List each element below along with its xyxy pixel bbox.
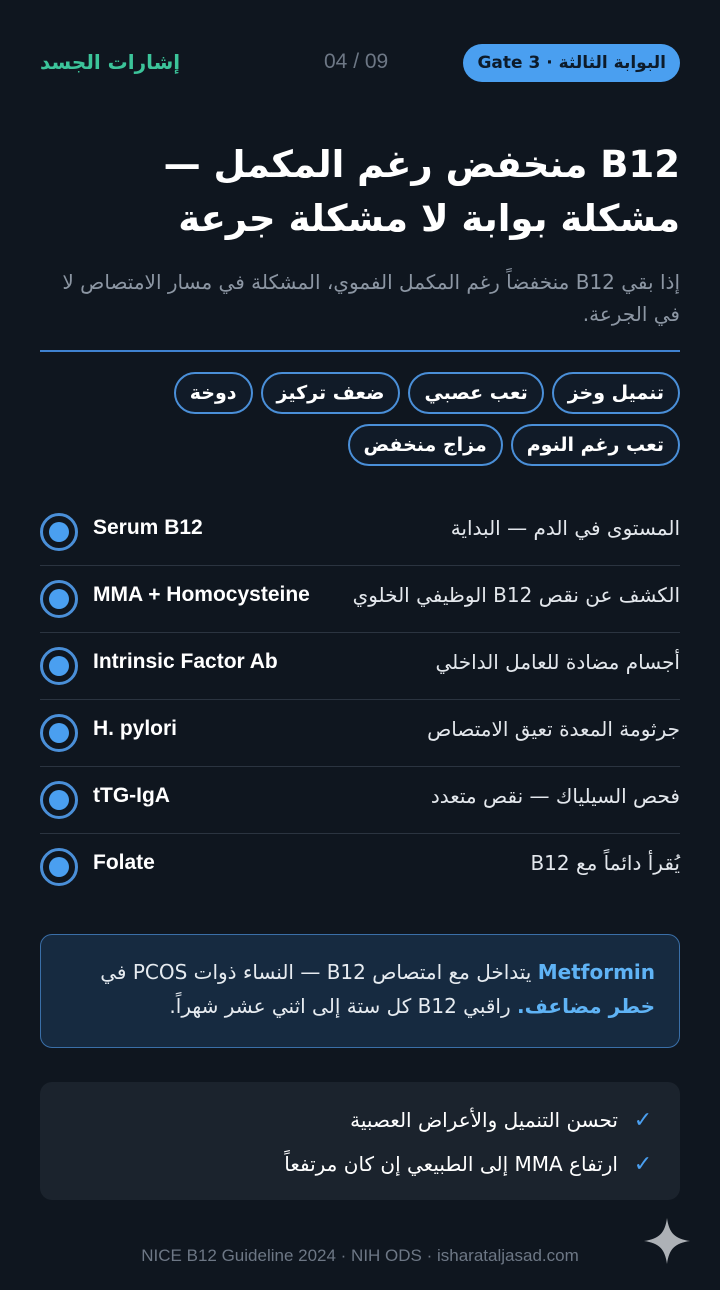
test-description: الكشف عن نقص B12 الوظيفي الخلوي [352, 583, 680, 607]
title-line-2: مشكلة بوابة لا مشكلة جرعة [178, 197, 680, 240]
brand-name: إشارات الجسد [40, 50, 181, 74]
metformin-note [40, 934, 680, 1048]
success-checklist [40, 1082, 680, 1200]
symptom-tag[interactable]: تعب عصبي [408, 372, 543, 414]
test-row [40, 499, 680, 566]
symptom-tag[interactable]: تعب رغم النوم [511, 424, 680, 466]
page-subtitle: إذا بقي B12 منخفضاً رغم المكمل الفموي، المشكلة في مسار الامتصاص لا في الجرعة. [62, 270, 680, 326]
title-line-1: B12 منخفض رغم المكمل — [163, 143, 680, 186]
top-bar [40, 42, 680, 82]
check-item [66, 1098, 654, 1142]
page-title [40, 138, 680, 246]
check-item [66, 1142, 654, 1186]
test-row [40, 566, 680, 633]
check-label: تحسن التنميل والأعراض العصبية [350, 1108, 618, 1132]
gate-badge: البوابة الثالثة · Gate 3 [463, 44, 680, 82]
test-description: المستوى في الدم — البداية [450, 516, 680, 540]
tests-list [40, 499, 680, 901]
bullet-dot-icon [40, 714, 78, 752]
note-highlight-drug: Metformin [537, 960, 655, 984]
bullet-dot-icon [40, 647, 78, 685]
symptom-tags [40, 372, 680, 466]
divider [40, 350, 680, 352]
test-name: Folate [93, 851, 155, 874]
page-counter: 04 / 09 [324, 50, 389, 73]
sparkle-icon [640, 1214, 694, 1268]
check-icon: ✓ [633, 1151, 653, 1177]
test-name: Intrinsic Factor Ab [93, 650, 278, 673]
symptom-tag[interactable]: دوخة [174, 372, 253, 414]
bullet-dot-icon [40, 848, 78, 886]
test-description: جرثومة المعدة تعيق الامتصاص [427, 717, 680, 741]
test-name: H. pylori [93, 717, 178, 740]
test-name: Serum B12 [93, 516, 203, 539]
bullet-dot-icon [40, 580, 78, 618]
page [40, 0, 680, 1290]
symptom-tag[interactable]: مزاج منخفض [348, 424, 503, 466]
bullet-dot-icon [40, 781, 78, 819]
bullet-dot-icon [40, 513, 78, 551]
symptom-tag[interactable]: ضعف تركيز [261, 372, 401, 414]
test-row [40, 700, 680, 767]
test-row [40, 767, 680, 834]
note-text: يتداخل مع امتصاص B12 — النساء ذوات PCOS في [100, 960, 538, 984]
symptom-tag[interactable]: تنميل وخز [552, 372, 680, 414]
test-description: يُقرأ دائماً مع B12 [530, 851, 680, 875]
test-name: tTG-IgA [93, 784, 170, 807]
test-row [40, 834, 680, 901]
check-icon: ✓ [633, 1107, 653, 1133]
check-label: ارتفاع MMA إلى الطبيعي إن كان مرتفعاً [284, 1152, 618, 1176]
sources-footer: NICE B12 Guideline 2024 · NIH ODS · isharataljasad.com [141, 1246, 579, 1265]
test-row [40, 633, 680, 700]
test-name: MMA + Homocysteine [93, 583, 310, 606]
note-text: راقبي B12 كل ستة إلى اثني عشر شهراً. [169, 994, 518, 1018]
test-description: أجسام مضادة للعامل الداخلي [435, 650, 680, 674]
test-description: فحص السيلياك — نقص متعدد [430, 784, 680, 808]
note-highlight-risk: خطر مضاعف. [517, 994, 655, 1018]
